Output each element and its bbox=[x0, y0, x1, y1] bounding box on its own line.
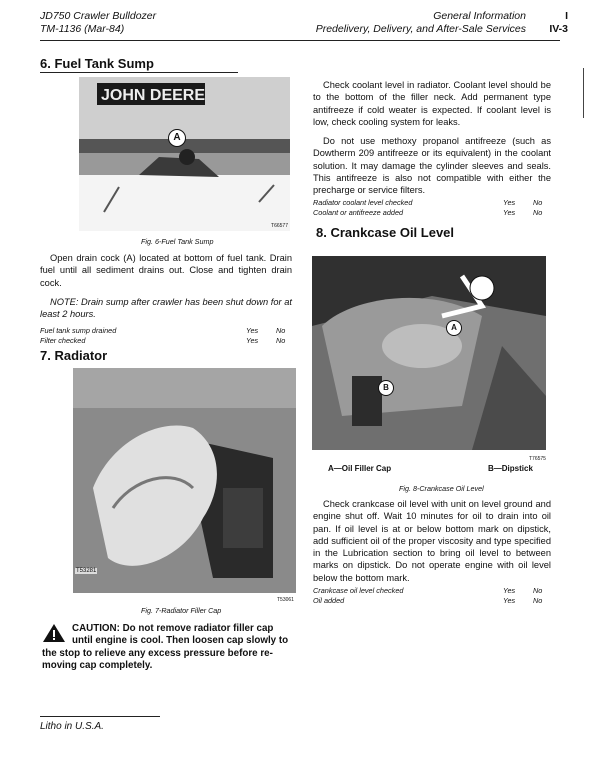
section-number: I bbox=[565, 10, 568, 22]
caution-line: moving cap completely. bbox=[42, 660, 153, 672]
radiator-photo-art bbox=[73, 368, 296, 593]
callout-b-marker: B bbox=[378, 380, 394, 396]
check-question: Oil added bbox=[313, 596, 345, 605]
coolant-paragraph: Check coolant level in radiator. Coolant level should be to the bottom of the filler neck. Add permanent type antifreeze if cold weater is expected. If coolant level is low, check cooling system for leaks. bbox=[313, 80, 551, 127]
check-no: No bbox=[533, 596, 543, 605]
caution-text bbox=[42, 623, 298, 673]
manual-title: JD750 Crawler Bulldozer bbox=[40, 10, 157, 22]
fuel-tank-photo-art bbox=[79, 77, 290, 231]
antifreeze-paragraph: Do not use methoxy propanol antifreeze (such as Dowtherm 209 antifreeze or its equivalent) in the coolant solution. It may damage the cylinder sleeves and seals. This antifreeze is also not compatible with either the precharge or service filters. bbox=[313, 136, 551, 196]
checklist-row bbox=[313, 208, 553, 218]
checklist-row bbox=[313, 596, 553, 606]
section8-paragraph: Check crankcase oil level with unit on level ground and engine shut off. Wait 10 minutes for oil to drain into oil pan. If oil level is at or below bottom mark on dipstick, add sufficient oil of the proper viscosity and type specified in the Lubrication section to bring oil level to between marks on dipstick. Do not operate engine with oil level below the bottom mark. bbox=[313, 499, 551, 583]
legend-oil-filler-cap: A—Oil Filler Cap bbox=[328, 464, 392, 473]
checklist-row bbox=[40, 336, 296, 346]
fig8-caption: Fig. 8-Crankcase Oil Level bbox=[399, 484, 484, 493]
margin-bar bbox=[583, 68, 584, 118]
check-yes: Yes bbox=[503, 586, 516, 595]
check-no: No bbox=[533, 198, 543, 207]
manual-code: TM-1136 (Mar-84) bbox=[40, 23, 125, 35]
photo-code: T66577 bbox=[271, 223, 288, 229]
legend-dipstick: B—Dipstick bbox=[488, 464, 533, 473]
check-question: Filter checked bbox=[40, 336, 86, 345]
caution-line: until engine is cool. Then loosen cap slowly to bbox=[72, 635, 289, 647]
section7-heading: 7. Radiator bbox=[40, 348, 108, 363]
check-question: Crankcase oil level checked bbox=[313, 586, 404, 595]
photo-code: T76575 bbox=[529, 456, 546, 462]
check-question: Radiator coolant level checked bbox=[313, 198, 413, 207]
check-no: No bbox=[533, 586, 543, 595]
section6-checklist bbox=[40, 326, 296, 346]
section-subtitle: Predelivery, Delivery, and After-Sale Services bbox=[315, 23, 526, 35]
check-no: No bbox=[276, 326, 286, 335]
check-yes: Yes bbox=[503, 596, 516, 605]
checklist-row bbox=[313, 198, 553, 208]
checklist-row bbox=[40, 326, 296, 336]
check-no: No bbox=[533, 208, 543, 217]
page-number: IV-3 bbox=[549, 23, 568, 35]
photo-tag: T53281 bbox=[76, 568, 97, 574]
section-title: General Information bbox=[433, 10, 526, 22]
section6-note: NOTE: Drain sump after crawler has been shut down for at least 2 hours. bbox=[40, 297, 292, 320]
check-no: No bbox=[276, 336, 286, 345]
section6-heading: 6. Fuel Tank Sump bbox=[40, 56, 154, 71]
caution-line: the stop to relieve any excess pressure before re- bbox=[42, 647, 273, 659]
section8-checklist bbox=[313, 586, 553, 606]
page-number-block bbox=[549, 10, 568, 36]
crankcase-photo-art bbox=[312, 256, 546, 450]
check-yes: Yes bbox=[503, 198, 516, 207]
photo-code: T53061 bbox=[277, 597, 294, 603]
check-yes: Yes bbox=[246, 336, 259, 345]
section6-rule bbox=[40, 72, 238, 73]
section8-heading: 8. Crankcase Oil Level bbox=[316, 225, 455, 240]
check-yes: Yes bbox=[246, 326, 259, 335]
check-question: Fuel tank sump drained bbox=[40, 326, 117, 335]
photo-brand-text: JOHN DEERE bbox=[101, 87, 206, 104]
callout-a-marker: A bbox=[168, 129, 186, 147]
footer-text: Litho in U.S.A. bbox=[40, 721, 104, 732]
radiator-cap-photo bbox=[73, 368, 296, 593]
footer-rule bbox=[40, 716, 160, 717]
section-title-block bbox=[316, 10, 526, 36]
doc-title-block bbox=[40, 10, 156, 36]
fig6-caption: Fig. 6-Fuel Tank Sump bbox=[141, 237, 214, 246]
checklist-row bbox=[313, 586, 553, 596]
crankcase-photo bbox=[312, 256, 546, 450]
coolant-checklist bbox=[313, 198, 553, 218]
section6-paragraph: Open drain cock (A) located at bottom of fuel tank. Drain fuel until all sediment drains out. Close and tighten drain cock. bbox=[40, 253, 292, 288]
caution-line: CAUTION: Do not remove radiator filler cap bbox=[72, 623, 274, 634]
callout-a-marker: A bbox=[446, 320, 462, 336]
header-rule bbox=[40, 40, 560, 41]
check-yes: Yes bbox=[503, 208, 516, 217]
check-question: Coolant or antifreeze added bbox=[313, 208, 404, 217]
fuel-tank-sump-photo bbox=[79, 77, 290, 231]
fig7-caption: Fig. 7-Radiator Filler Cap bbox=[141, 606, 222, 615]
